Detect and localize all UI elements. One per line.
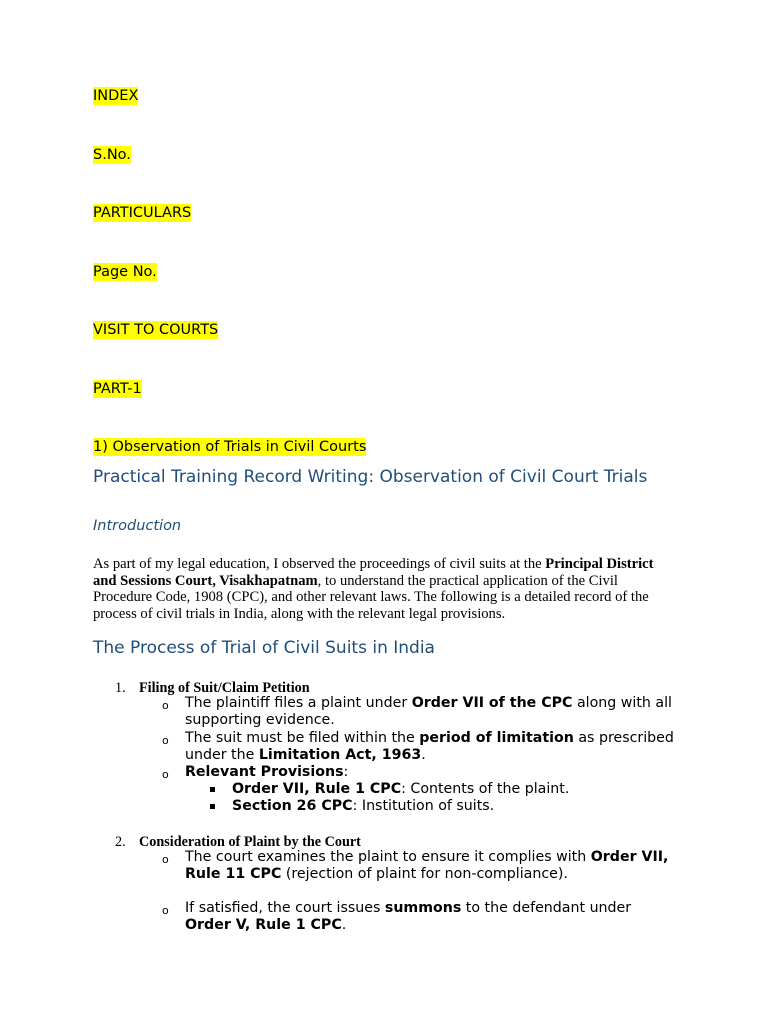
page-no-label: Page No. (93, 264, 157, 280)
circle-bullet-icon: o (162, 768, 169, 781)
circle-bullet-icon: o (162, 699, 169, 712)
particulars-label: PARTICULARS (93, 205, 192, 221)
process-heading: The Process of Trial of Civil Suits in India (93, 638, 435, 658)
observation-label: 1) Observation of Trials in Civil Courts (93, 439, 367, 455)
list-item-1-2: The suit must be filed within the period of limitation as prescribed under the Limitation Act, 1963. (185, 730, 674, 763)
introduction-heading: Introduction (93, 518, 182, 534)
list-item-2-2: If satisfied, the court issues summons to the defendant under Order V, Rule 1 CPC. (185, 900, 632, 933)
intro-text-2: , to understand the practical application of the Civil Procedure Code, 1908 (CPC), and other relevant laws. The following is a detailed record of the process of civil trials in India, along with the relevant legal provisions. (93, 572, 649, 622)
list-subitem-1-3-1: Order VII, Rule 1 CPC: Contents of the plaint. (232, 781, 570, 797)
intro-paragraph (93, 556, 678, 622)
part-label: PART-1 (93, 381, 142, 397)
square-bullet-icon (210, 804, 215, 809)
court-name: Principal District and Sessions Court, Visakhapatnam (93, 556, 654, 589)
list-item-1-1: The plaintiff files a plaint under Order VII of the CPC along with all supporting evidence. (185, 695, 672, 728)
circle-bullet-icon: o (162, 734, 169, 747)
list-item-2-1: The court examines the plaint to ensure it complies with Order VII, Rule 11 CPC (rejection of plaint for non-compliance). (185, 849, 669, 882)
page-title: Practical Training Record Writing: Observation of Civil Court Trials (93, 467, 648, 487)
index-label: INDEX (93, 88, 139, 104)
list-title-2: Consideration of Plaint by the Court (139, 834, 361, 850)
list-number-2: 2. (115, 834, 126, 850)
circle-bullet-icon: o (162, 853, 169, 866)
list-title-1: Filing of Suit/Claim Petition (139, 680, 310, 696)
circle-bullet-icon: o (162, 904, 169, 917)
visit-label: VISIT TO COURTS (93, 322, 219, 338)
intro-text-1: As part of my legal education, I observed the proceedings of civil suits at the (93, 556, 546, 572)
list-subitem-1-3-2: Section 26 CPC: Institution of suits. (232, 798, 495, 814)
list-number-1: 1. (115, 680, 126, 696)
sno-label: S.No. (93, 147, 131, 163)
square-bullet-icon (210, 787, 215, 792)
list-item-1-3: Relevant Provisions: (185, 764, 349, 780)
